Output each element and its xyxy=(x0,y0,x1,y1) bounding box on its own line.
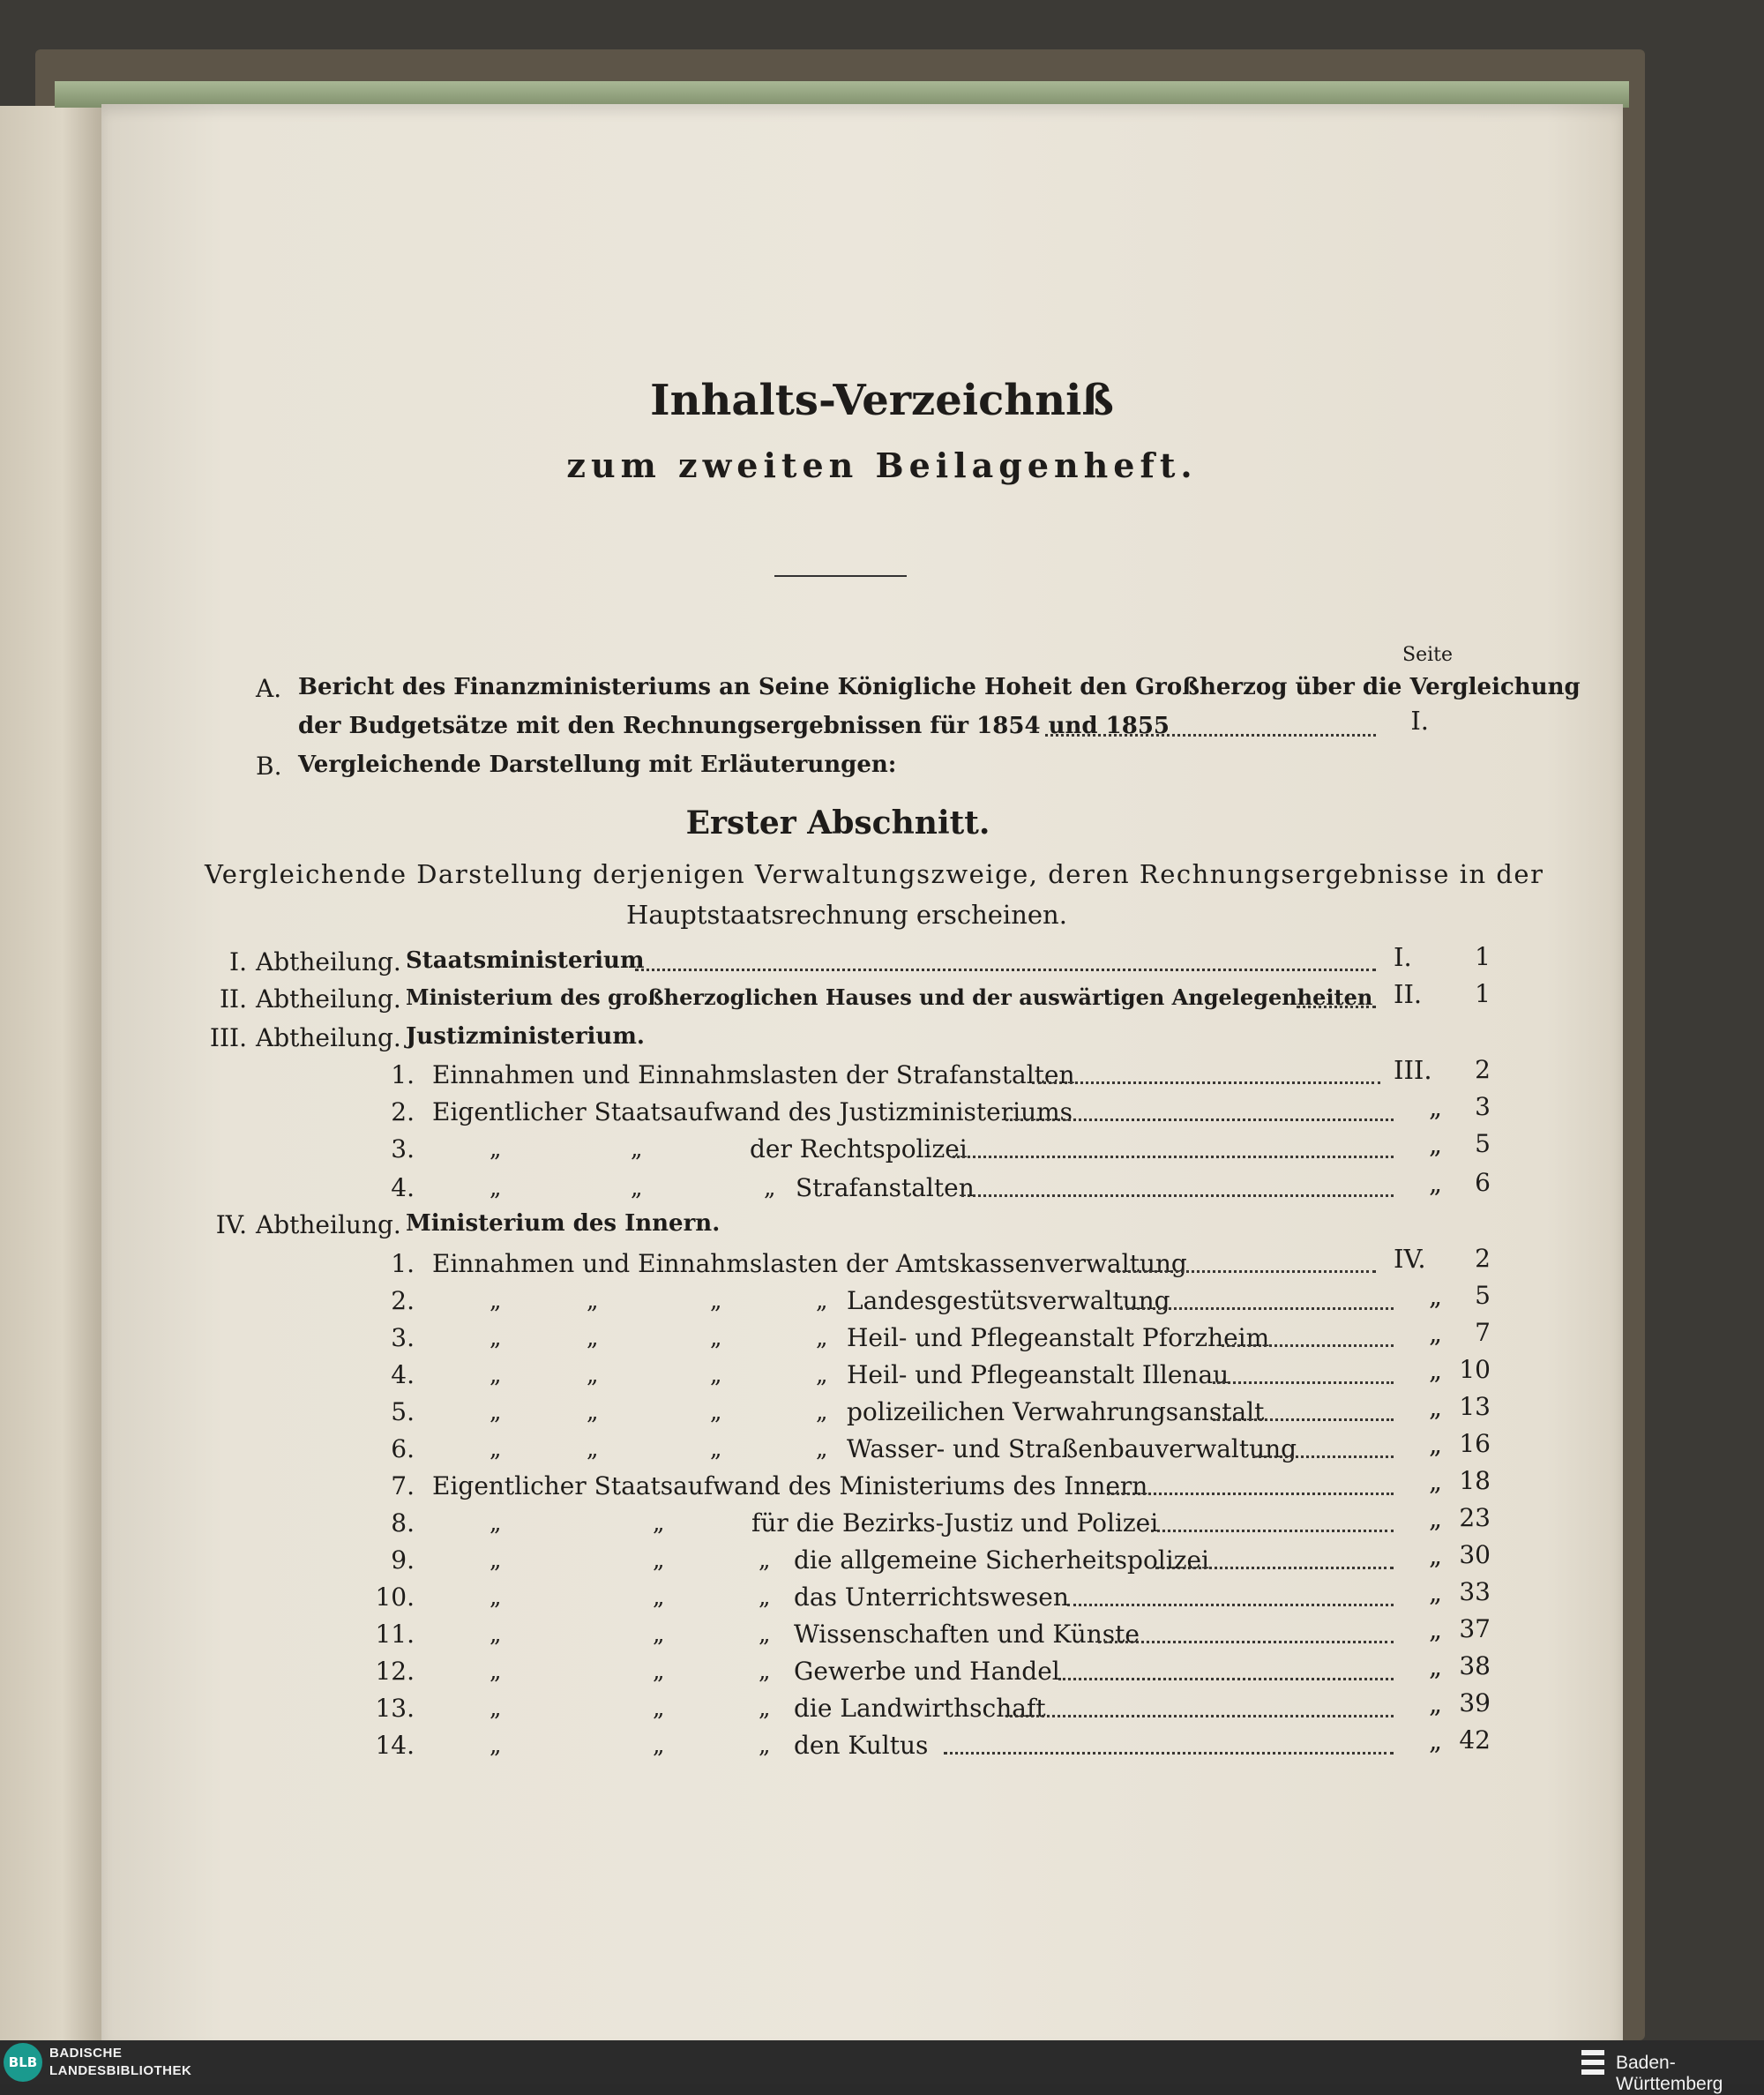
page-ref-number: 18 xyxy=(1459,1466,1491,1495)
ditto-mark: „ xyxy=(653,1732,665,1759)
item-number: 2. xyxy=(391,1097,415,1126)
item-text: Heil- und Pflegeanstalt Pforzheim xyxy=(847,1323,1270,1352)
item-number: 1. xyxy=(391,1060,415,1089)
ditto-mark: „ xyxy=(710,1362,722,1388)
leader-dots xyxy=(1213,1418,1394,1421)
leader-dots xyxy=(1098,1641,1394,1643)
division-title: Staatsministerium xyxy=(406,947,645,974)
page-ref-number: 38 xyxy=(1459,1651,1491,1680)
page-ref-number: 5 xyxy=(1475,1281,1491,1310)
page-ref-part: IV. xyxy=(1394,1244,1426,1274)
leader-dots xyxy=(1120,1307,1394,1310)
page-ref-part: „ xyxy=(1428,1318,1442,1348)
item-number: 10. xyxy=(375,1582,415,1612)
item-number: 13. xyxy=(375,1694,415,1723)
item-text: Eigentlicher Staatsaufwand des Justizministeriums xyxy=(432,1097,1073,1126)
leader-dots xyxy=(953,1156,1394,1158)
ditto-mark: „ xyxy=(490,1436,502,1463)
ditto-mark: „ xyxy=(710,1399,722,1425)
ditto-mark: „ xyxy=(490,1175,502,1201)
item-number: 2. xyxy=(391,1286,415,1315)
page-ref-number: 5 xyxy=(1475,1129,1491,1158)
item-number: 8. xyxy=(391,1508,415,1538)
page-ref-part: I. xyxy=(1394,942,1412,972)
page-ref-part: II. xyxy=(1394,979,1423,1009)
page-ref-number: 2 xyxy=(1475,1244,1491,1273)
page-ref-number: 10 xyxy=(1459,1355,1491,1384)
ditto-mark: „ xyxy=(587,1399,599,1425)
ditto-mark: „ xyxy=(759,1732,771,1759)
division-label: Abtheilung. xyxy=(256,1210,401,1239)
ditto-mark: „ xyxy=(490,1399,502,1425)
page-ref-number: 16 xyxy=(1459,1429,1491,1458)
entry-b-text: Vergleichende Darstellung mit Erläuterungen: xyxy=(298,752,897,778)
entry-a-letter: A. xyxy=(256,674,282,703)
blb-logo-icon: BLB xyxy=(4,2043,42,2082)
page-ref-part: III. xyxy=(1394,1055,1432,1085)
ditto-mark: „ xyxy=(490,1658,502,1685)
ditto-mark: „ xyxy=(759,1695,771,1722)
page-subtitle: zum zweiten Beilagenheft. xyxy=(566,445,1198,485)
item-text: die allgemeine Sicherheitspolizei xyxy=(794,1545,1209,1575)
page-ref-part: „ xyxy=(1428,1688,1442,1718)
item-text: den Kultus xyxy=(794,1731,929,1760)
ditto-mark: „ xyxy=(631,1136,643,1163)
ditto-mark: „ xyxy=(816,1362,828,1388)
ditto-mark: „ xyxy=(759,1547,771,1574)
ditto-mark: „ xyxy=(490,1621,502,1648)
item-number: 4. xyxy=(391,1173,415,1202)
item-text: Einnahmen und Einnahmslasten der Strafanstalten xyxy=(432,1060,1075,1089)
leader-dots xyxy=(1058,1678,1394,1680)
leader-dots xyxy=(944,1752,1394,1755)
item-text: die Landwirthschaft xyxy=(794,1694,1046,1723)
division-roman: I. xyxy=(229,947,247,976)
item-number: 14. xyxy=(375,1731,415,1760)
page-ref-number: 33 xyxy=(1459,1577,1491,1606)
page-ref-part: „ xyxy=(1428,1466,1442,1496)
item-text: Wissenschaften und Künste xyxy=(794,1620,1140,1649)
page-ref-part: „ xyxy=(1428,1355,1442,1385)
division-roman: III. xyxy=(209,1023,247,1052)
title-divider xyxy=(774,575,907,577)
item-text: Wasser- und Straßenbauverwaltung xyxy=(847,1434,1297,1463)
page-ref-part: „ xyxy=(1428,1651,1442,1681)
ditto-mark: „ xyxy=(490,1547,502,1574)
section-description-line1: Vergleichende Darstellung derjenigen Verwaltungszweige, deren Rechnungsergebnisse in der xyxy=(205,859,1544,889)
leader-dots xyxy=(1005,1119,1394,1121)
item-text: Gewerbe und Handel xyxy=(794,1657,1060,1686)
page-ref-number: 3 xyxy=(1475,1092,1491,1121)
ditto-mark: „ xyxy=(653,1547,665,1574)
item-number: 3. xyxy=(391,1134,415,1163)
item-text: polizeilichen Verwahrungsanstalt xyxy=(847,1397,1265,1426)
ditto-mark: „ xyxy=(587,1325,599,1351)
ditto-mark: „ xyxy=(490,1732,502,1759)
page-ref-part: „ xyxy=(1428,1168,1442,1198)
ditto-mark: „ xyxy=(816,1436,828,1463)
page-ref-number: 13 xyxy=(1459,1392,1491,1421)
item-number: 4. xyxy=(391,1360,415,1389)
division-label: Abtheilung. xyxy=(256,947,401,976)
ditto-mark: „ xyxy=(759,1584,771,1611)
ditto-mark: „ xyxy=(587,1288,599,1314)
division-title: Ministerium des großherzoglichen Hauses und der auswärtigen Angelegenheiten xyxy=(406,984,1373,1010)
item-text: für die Bezirks-Justiz und Polizei xyxy=(751,1508,1159,1538)
leader-dots xyxy=(1045,734,1376,737)
division-label: Abtheilung. xyxy=(256,1023,401,1052)
leader-dots xyxy=(1213,1381,1394,1384)
entry-a-page: I. xyxy=(1410,706,1429,736)
ditto-mark: „ xyxy=(816,1288,828,1314)
entry-a-line1: Bericht des Finanzministeriums an Seine Königliche Hoheit den Großherzog über die Vergleichung xyxy=(298,674,1581,700)
item-text: Heil- und Pflegeanstalt Illenau xyxy=(847,1360,1230,1389)
item-number: 6. xyxy=(391,1434,415,1463)
item-number: 5. xyxy=(391,1397,415,1426)
ditto-mark: „ xyxy=(710,1288,722,1314)
page-ref-number: 30 xyxy=(1459,1540,1491,1569)
ditto-mark: „ xyxy=(816,1399,828,1425)
ditto-mark: „ xyxy=(587,1436,599,1463)
ditto-mark: „ xyxy=(710,1436,722,1463)
page-ref-part: „ xyxy=(1428,1577,1442,1607)
state-coat-of-arms-icon xyxy=(1579,2047,1607,2077)
leader-dots xyxy=(1005,1715,1394,1717)
library-name-line1: BADISCHE xyxy=(49,2046,123,2061)
item-text: das Unterrichtswesen xyxy=(794,1582,1069,1612)
leader-dots xyxy=(1252,1455,1394,1458)
page-ref-number: 39 xyxy=(1459,1688,1491,1717)
leader-dots xyxy=(1155,1567,1394,1569)
division-roman: IV. xyxy=(215,1210,247,1239)
library-name-line2: LANDESBIBLIOTHEK xyxy=(49,2063,192,2078)
division-title: Ministerium des Innern. xyxy=(406,1210,721,1237)
page-ref-number: 1 xyxy=(1475,942,1491,971)
column-head-seite: Seite xyxy=(1402,644,1453,666)
ditto-mark: „ xyxy=(490,1362,502,1388)
section-heading: Erster Abschnitt. xyxy=(685,804,990,842)
leader-dots xyxy=(1107,1493,1394,1495)
page-ref-number: 7 xyxy=(1475,1318,1491,1347)
state-name: Baden-Württemberg xyxy=(1616,2053,1723,2094)
item-number: 11. xyxy=(375,1620,415,1649)
entry-b-letter: B. xyxy=(256,752,282,781)
ditto-mark: „ xyxy=(653,1510,665,1537)
page-ref-part: „ xyxy=(1428,1725,1442,1755)
page-ref-number: 6 xyxy=(1475,1168,1491,1197)
page-ref-part: „ xyxy=(1428,1092,1442,1122)
leader-dots xyxy=(1222,1344,1394,1347)
item-number: 1. xyxy=(391,1249,415,1278)
page-title: Inhalts-Verzeichniß xyxy=(650,376,1114,425)
ditto-mark: „ xyxy=(490,1510,502,1537)
ditto-mark: „ xyxy=(587,1362,599,1388)
item-text: Einnahmen und Einnahmslasten der Amtskassenverwaltung xyxy=(432,1249,1187,1278)
item-number: 3. xyxy=(391,1323,415,1352)
page-ref-number: 42 xyxy=(1459,1725,1491,1755)
ditto-mark: „ xyxy=(490,1584,502,1611)
ditto-mark: „ xyxy=(653,1695,665,1722)
page-ref-number: 23 xyxy=(1459,1503,1491,1532)
division-title: Justizministerium. xyxy=(406,1023,645,1050)
section-description-line2: Hauptstaatsrechnung erscheinen. xyxy=(626,900,1067,930)
ditto-mark: „ xyxy=(631,1175,643,1201)
leader-dots xyxy=(1032,1081,1380,1084)
item-number: 9. xyxy=(391,1545,415,1575)
ditto-mark: „ xyxy=(490,1325,502,1351)
ditto-mark: „ xyxy=(759,1621,771,1648)
page-ref-number: 37 xyxy=(1459,1614,1491,1643)
item-text: Strafanstalten xyxy=(796,1173,975,1202)
item-text: Eigentlicher Staatsaufwand des Ministeriums des Innern xyxy=(432,1471,1148,1500)
page-ref-part: „ xyxy=(1428,1540,1442,1570)
ditto-mark: „ xyxy=(759,1658,771,1685)
ditto-mark: „ xyxy=(490,1288,502,1314)
page-ref-number: 1 xyxy=(1475,979,1491,1008)
page-ref-part: „ xyxy=(1428,1281,1442,1311)
leader-dots xyxy=(635,969,1376,971)
leader-dots xyxy=(1151,1530,1394,1532)
item-text: Landesgestütsverwaltung xyxy=(847,1286,1170,1315)
footer-bar xyxy=(0,2040,1764,2084)
ditto-mark: „ xyxy=(653,1658,665,1685)
page-ref-part: „ xyxy=(1428,1614,1442,1644)
leader-dots xyxy=(1111,1270,1376,1273)
leader-dots xyxy=(1297,1006,1376,1008)
ditto-mark: „ xyxy=(816,1325,828,1351)
ditto-mark: „ xyxy=(764,1175,776,1201)
ditto-mark: „ xyxy=(710,1325,722,1351)
item-number: 12. xyxy=(375,1657,415,1686)
entry-a-line2: der Budgetsätze mit den Rechnungsergebnissen für 1854 und 1855 xyxy=(298,713,1170,739)
page-ref-number: 2 xyxy=(1475,1055,1491,1084)
page-ref-part: „ xyxy=(1428,1503,1442,1533)
page-ref-part: „ xyxy=(1428,1129,1442,1159)
division-label: Abtheilung. xyxy=(256,984,401,1014)
page-ref-part: „ xyxy=(1428,1392,1442,1422)
page-ref-part: „ xyxy=(1428,1429,1442,1459)
item-text: der Rechtspolizei xyxy=(750,1134,968,1163)
leader-dots xyxy=(961,1194,1394,1197)
ditto-mark: „ xyxy=(490,1136,502,1163)
leader-dots xyxy=(1067,1604,1394,1606)
ditto-mark: „ xyxy=(653,1621,665,1648)
ditto-mark: „ xyxy=(653,1584,665,1611)
item-number: 7. xyxy=(391,1471,415,1500)
ditto-mark: „ xyxy=(490,1695,502,1722)
division-roman: II. xyxy=(219,984,247,1014)
